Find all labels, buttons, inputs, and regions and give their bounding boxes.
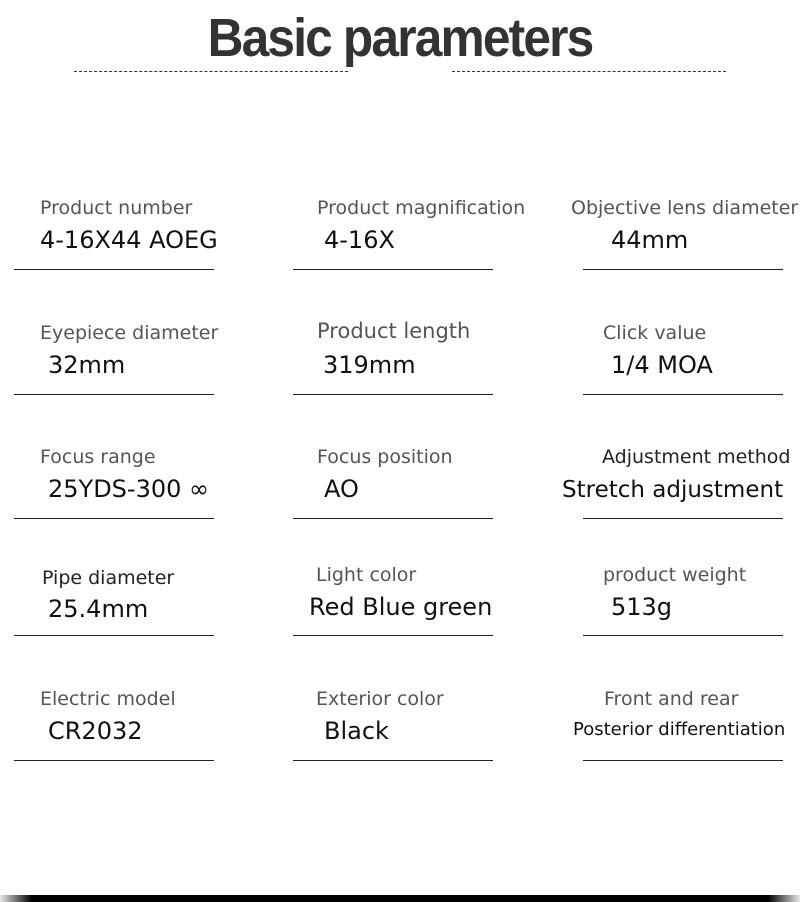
param-value-product-length: 319mm <box>323 351 416 379</box>
param-underline <box>293 269 493 270</box>
param-underline <box>293 518 493 519</box>
param-value-exterior-color: Black <box>324 717 389 745</box>
param-value-focus-position: AO <box>324 475 359 503</box>
param-underline <box>293 760 493 761</box>
param-underline <box>583 394 783 395</box>
param-underline <box>583 269 783 270</box>
param-underline <box>14 635 214 636</box>
param-value-focus-range: 25YDS-300 ∞ <box>48 475 210 503</box>
title-divider-left <box>74 71 348 72</box>
param-label-product-weight: product weight <box>603 564 747 586</box>
param-value-light-color: Red Blue green <box>309 593 493 621</box>
param-label-front-and-rear: Front and rear <box>604 688 739 710</box>
param-label-electric-model: Electric model <box>40 688 176 710</box>
param-underline <box>583 760 783 761</box>
param-value-pipe-diameter: 25.4mm <box>48 595 149 623</box>
param-value-objective-lens-diameter: 44mm <box>611 226 689 254</box>
param-label-product-number: Product number <box>40 197 193 219</box>
param-label-pipe-diameter: Pipe diameter <box>42 567 175 589</box>
param-label-exterior-color: Exterior color <box>316 688 444 710</box>
param-label-objective-lens-diameter: Objective lens diameter <box>571 197 799 219</box>
param-underline <box>293 394 493 395</box>
param-label-focus-range: Focus range <box>40 446 156 468</box>
param-label-product-magnification: Product magnification <box>317 197 526 219</box>
param-label-click-value: Click value <box>603 322 707 344</box>
bottom-bar <box>0 895 800 902</box>
param-value-adjustment-method: Stretch adjustment <box>562 477 784 503</box>
param-value-electric-model: CR2032 <box>48 717 143 745</box>
param-value-front-and-rear: Posterior differentiation <box>573 719 786 740</box>
param-value-eyepiece-diameter: 32mm <box>48 351 126 379</box>
param-value-product-number: 4-16X44 AOEG <box>40 226 218 254</box>
param-label-product-length: Product length <box>317 319 471 343</box>
param-underline <box>14 269 214 270</box>
param-label-light-color: Light color <box>316 564 417 586</box>
param-underline <box>14 394 214 395</box>
param-underline <box>583 635 783 636</box>
param-underline <box>14 760 214 761</box>
param-value-product-weight: 513g <box>611 593 673 621</box>
param-label-adjustment-method: Adjustment method <box>602 446 791 468</box>
param-underline <box>14 518 214 519</box>
param-value-click-value: 1/4 MOA <box>611 351 713 379</box>
title-divider-right <box>452 71 726 72</box>
param-value-product-magnification: 4-16X <box>324 226 395 254</box>
param-underline <box>293 635 493 636</box>
param-label-focus-position: Focus position <box>317 446 453 468</box>
page-title: Basic parameters <box>207 8 593 68</box>
param-underline <box>583 518 783 519</box>
param-label-eyepiece-diameter: Eyepiece diameter <box>40 322 219 344</box>
